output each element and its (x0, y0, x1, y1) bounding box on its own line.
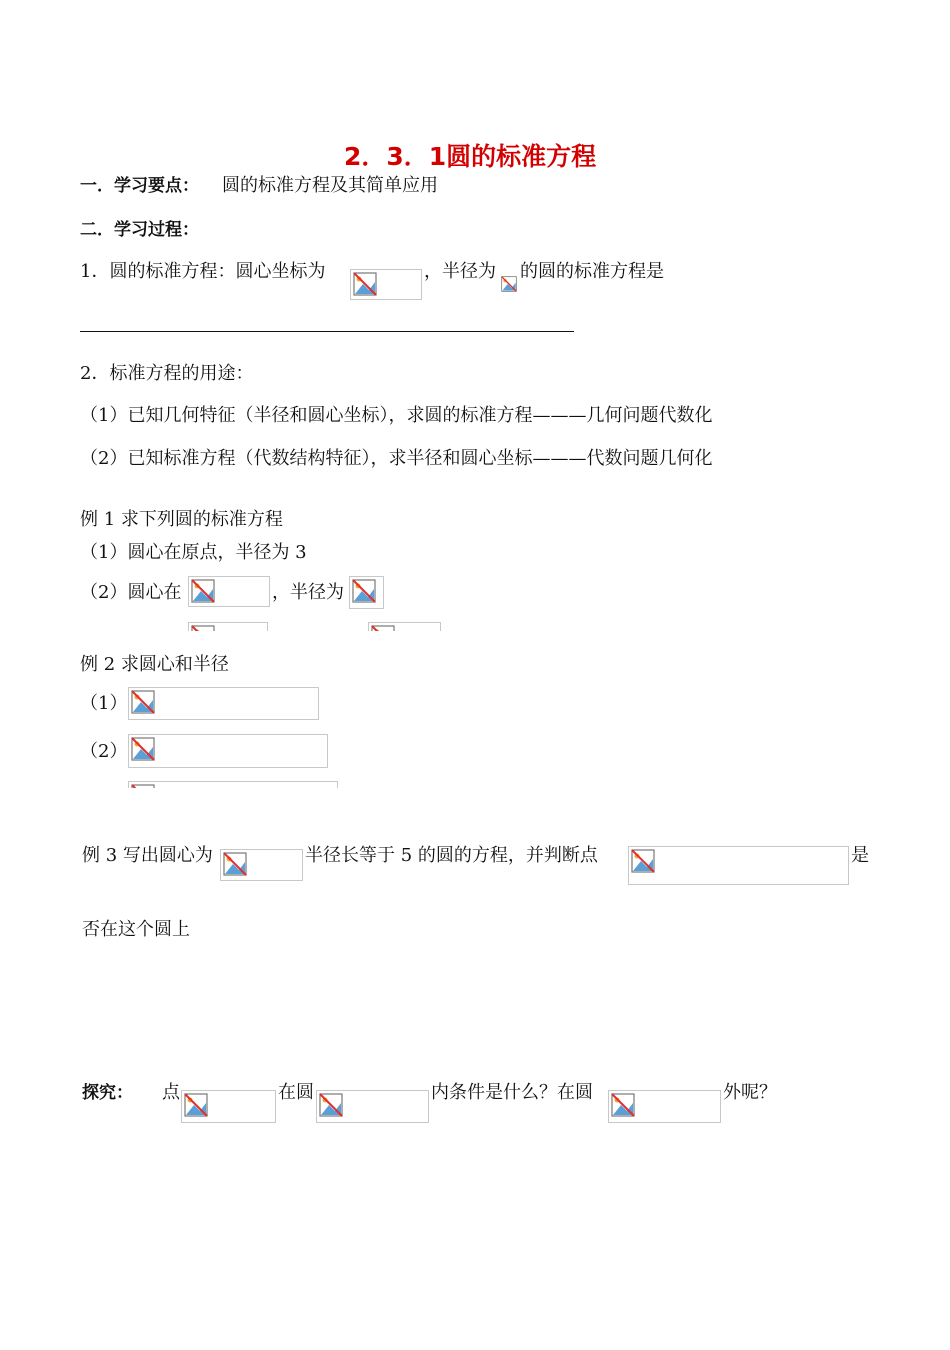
formula-image (181, 1090, 276, 1123)
formula-image (501, 276, 519, 296)
example-3-text-c: 是 (851, 845, 869, 866)
broken-image-icon (611, 1093, 635, 1117)
explore-text-a: 点 (162, 1082, 180, 1103)
page-title: 2．3．1圆的标准方程 (344, 142, 597, 171)
example-2-q2: （2） (80, 741, 128, 762)
example-3-text-d: 否在这个圆上 (82, 919, 190, 940)
example-1-heading: 例 1 求下列圆的标准方程 (80, 509, 283, 530)
broken-image-icon (371, 625, 395, 631)
section-1-text: 圆的标准方程及其简单应用 (222, 175, 438, 196)
broken-image-icon (223, 852, 247, 876)
broken-image-icon (131, 737, 155, 761)
broken-image-icon (352, 579, 376, 603)
broken-image-icon (131, 690, 155, 714)
example-1-q2-a: （2）圆心在 (80, 582, 182, 603)
item-1-text-b: ，半径为 (424, 261, 496, 282)
broken-image-icon (191, 625, 215, 631)
item-2-heading: 2．标准方程的用途： (80, 363, 254, 384)
formula-image (608, 1090, 721, 1123)
answer-blank-line (80, 331, 574, 332)
item-2-line-2: （2）已知标准方程（代数结构特征），求半径和圆心坐标———代数问题几何化 (80, 448, 713, 469)
formula-image-clipped (368, 622, 441, 631)
example-1-q2-b: ，半径为 (272, 582, 344, 603)
example-2-q1: （1） (80, 693, 128, 714)
section-2-label: 二．学习过程： (80, 220, 199, 240)
broken-image-icon (631, 849, 655, 873)
formula-image-clipped (128, 781, 338, 788)
explore-text-b: 在圆 (278, 1082, 314, 1103)
example-2-heading: 例 2 求圆心和半径 (80, 654, 229, 675)
formula-image (350, 269, 422, 300)
item-1-text-a: 1．圆的标准方程：圆心坐标为 (80, 261, 326, 282)
explore-label: 探究： (82, 1083, 133, 1103)
formula-image (220, 849, 303, 881)
example-3-text-b: 半径长等于 5 的圆的方程，并判断点 (305, 845, 598, 866)
explore-text-d: 外呢？ (723, 1082, 777, 1103)
explore-text-c: 内条件是什么？在圆 (431, 1082, 593, 1103)
formula-image (349, 576, 384, 609)
broken-image-icon (501, 276, 517, 292)
broken-image-icon (184, 1093, 208, 1117)
item-2-line-1: （1）已知几何特征（半径和圆心坐标），求圆的标准方程———几何问题代数化 (80, 405, 713, 426)
broken-image-icon (319, 1093, 343, 1117)
formula-image-clipped (188, 622, 268, 631)
broken-image-icon (191, 579, 215, 603)
formula-image (128, 734, 328, 768)
example-3-text-a: 例 3 写出圆心为 (82, 845, 213, 866)
formula-image (128, 687, 319, 720)
formula-image (316, 1090, 429, 1123)
example-1-q1: （1）圆心在原点，半径为 3 (80, 542, 307, 563)
section-1-label: 一．学习要点： (80, 176, 199, 196)
broken-image-icon (353, 272, 377, 296)
broken-image-icon (131, 784, 155, 788)
formula-image (188, 576, 270, 607)
item-1-text-c: 的圆的标准方程是 (520, 261, 664, 282)
formula-image (628, 846, 849, 885)
